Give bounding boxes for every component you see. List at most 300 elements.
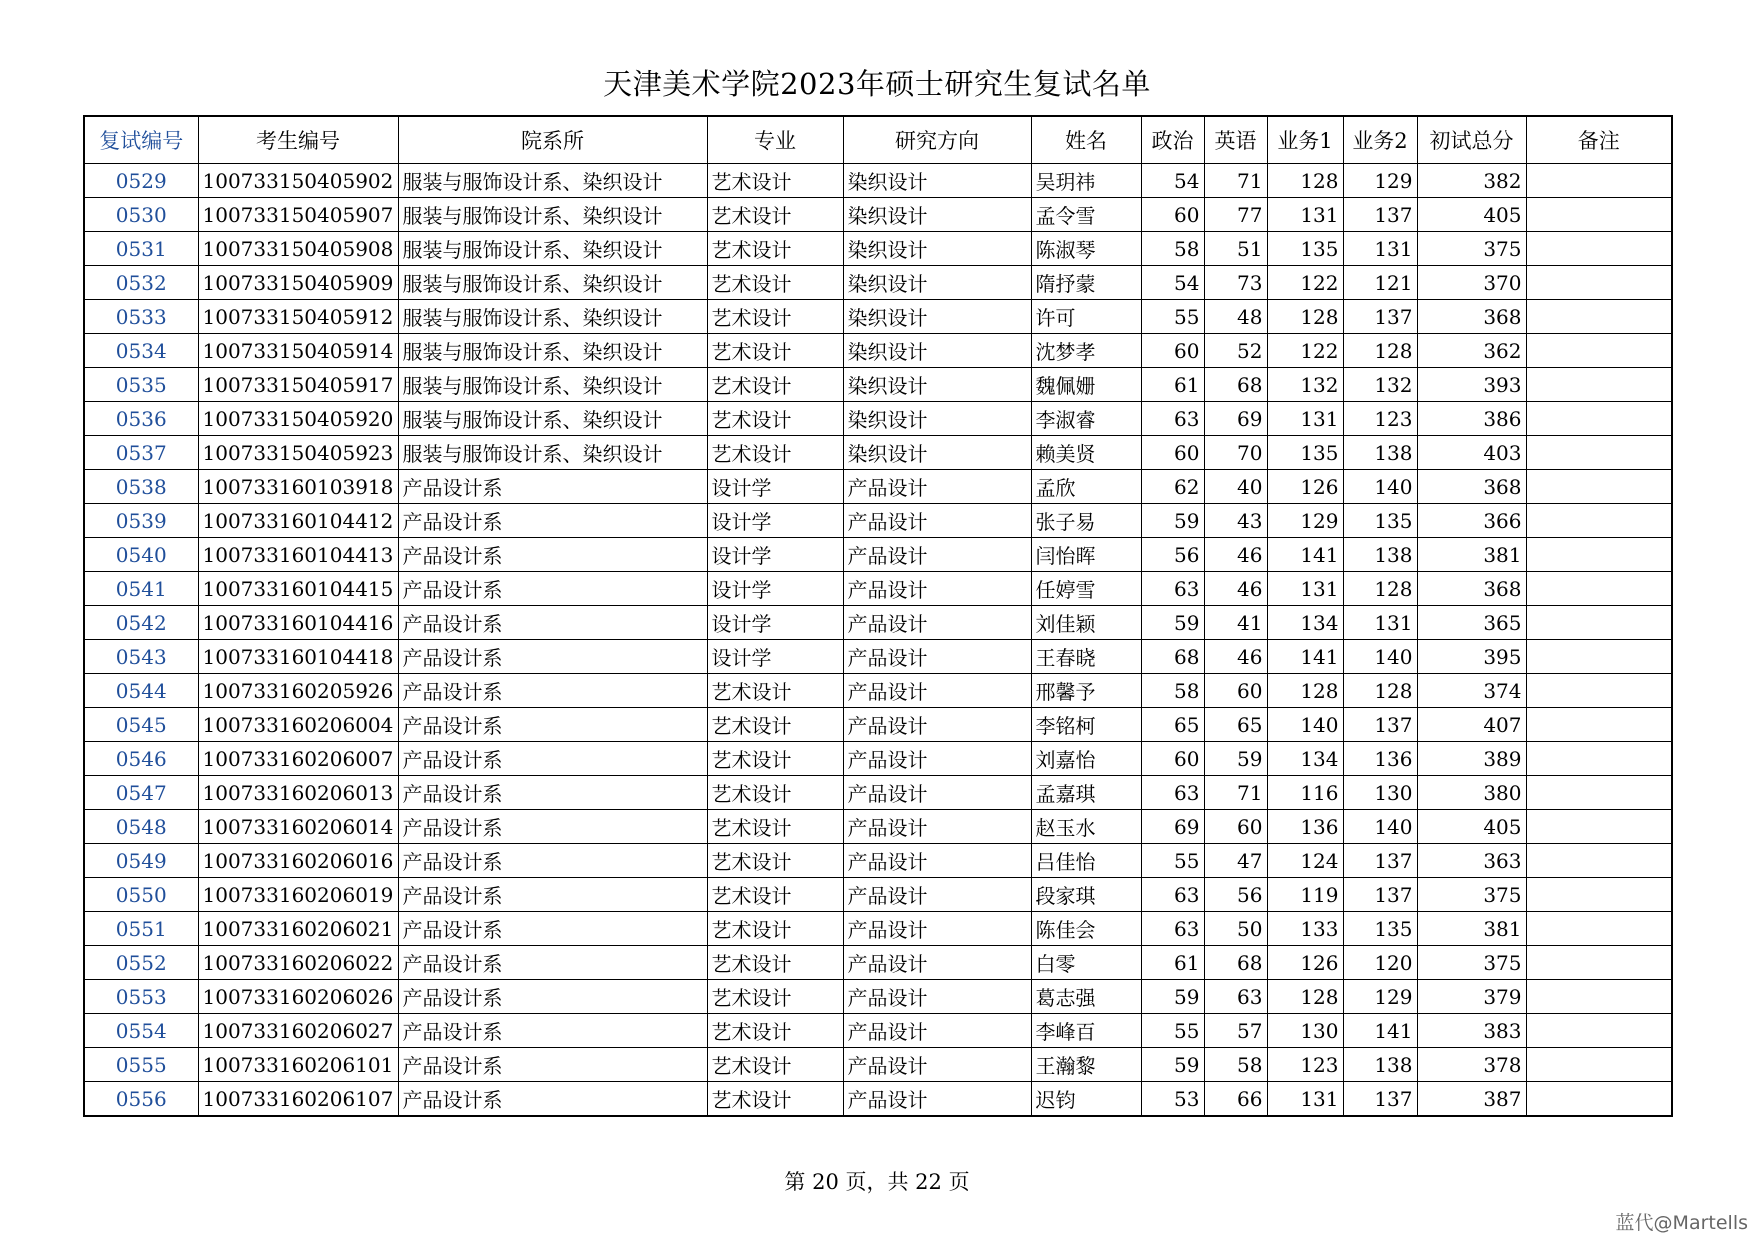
cell-major: 设计学 xyxy=(707,538,843,572)
cell-english: 60 xyxy=(1204,810,1267,844)
cell-retest-no: 0550 xyxy=(84,878,198,912)
table-row xyxy=(84,606,1672,640)
cell-politics: 55 xyxy=(1141,300,1204,334)
cell-politics: 61 xyxy=(1141,368,1204,402)
cell-retest-no: 0532 xyxy=(84,266,198,300)
header-name: 姓名 xyxy=(1031,116,1141,164)
cell-remarks xyxy=(1526,572,1672,606)
table-row xyxy=(84,164,1672,198)
cell-major: 艺术设计 xyxy=(707,742,843,776)
cell-english: 48 xyxy=(1204,300,1267,334)
cell-english: 56 xyxy=(1204,878,1267,912)
cell-english: 77 xyxy=(1204,198,1267,232)
table-row xyxy=(84,674,1672,708)
cell-direction: 产品设计 xyxy=(843,776,1031,810)
cell-direction: 产品设计 xyxy=(843,844,1031,878)
cell-remarks xyxy=(1526,368,1672,402)
header-direction: 研究方向 xyxy=(843,116,1031,164)
cell-exam-no: 100733160104416 xyxy=(198,606,398,640)
cell-major: 艺术设计 xyxy=(707,300,843,334)
cell-course1: 133 xyxy=(1267,912,1343,946)
cell-remarks xyxy=(1526,878,1672,912)
cell-name: 葛志强 xyxy=(1031,980,1141,1014)
cell-direction: 产品设计 xyxy=(843,1048,1031,1082)
cell-major: 艺术设计 xyxy=(707,1082,843,1117)
cell-name: 陈佳会 xyxy=(1031,912,1141,946)
table-row xyxy=(84,402,1672,436)
cell-name: 王春晓 xyxy=(1031,640,1141,674)
cell-english: 65 xyxy=(1204,708,1267,742)
cell-major: 艺术设计 xyxy=(707,708,843,742)
cell-exam-no: 100733150405920 xyxy=(198,402,398,436)
cell-english: 58 xyxy=(1204,1048,1267,1082)
cell-retest-no: 0554 xyxy=(84,1014,198,1048)
cell-name: 段家琪 xyxy=(1031,878,1141,912)
cell-english: 73 xyxy=(1204,266,1267,300)
cell-course2: 129 xyxy=(1343,164,1417,198)
cell-politics: 60 xyxy=(1141,436,1204,470)
cell-course1: 116 xyxy=(1267,776,1343,810)
cell-course2: 132 xyxy=(1343,368,1417,402)
header-major: 专业 xyxy=(707,116,843,164)
cell-course2: 140 xyxy=(1343,810,1417,844)
cell-english: 63 xyxy=(1204,980,1267,1014)
cell-remarks xyxy=(1526,606,1672,640)
table-row xyxy=(84,198,1672,232)
cell-major: 艺术设计 xyxy=(707,674,843,708)
cell-politics: 53 xyxy=(1141,1082,1204,1117)
cell-politics: 62 xyxy=(1141,470,1204,504)
cell-politics: 58 xyxy=(1141,232,1204,266)
cell-remarks xyxy=(1526,912,1672,946)
cell-name: 许可 xyxy=(1031,300,1141,334)
cell-course1: 126 xyxy=(1267,470,1343,504)
cell-retest-no: 0537 xyxy=(84,436,198,470)
cell-department: 产品设计系 xyxy=(398,844,707,878)
cell-name: 吕佳怡 xyxy=(1031,844,1141,878)
cell-retest-no: 0529 xyxy=(84,164,198,198)
cell-exam-no: 100733160206007 xyxy=(198,742,398,776)
cell-total: 365 xyxy=(1417,606,1526,640)
cell-exam-no: 100733160104415 xyxy=(198,572,398,606)
cell-politics: 63 xyxy=(1141,776,1204,810)
table-row xyxy=(84,708,1672,742)
cell-retest-no: 0545 xyxy=(84,708,198,742)
cell-retest-no: 0552 xyxy=(84,946,198,980)
cell-course2: 137 xyxy=(1343,1082,1417,1117)
cell-course1: 134 xyxy=(1267,742,1343,776)
cell-exam-no: 100733160104413 xyxy=(198,538,398,572)
cell-remarks xyxy=(1526,708,1672,742)
cell-direction: 产品设计 xyxy=(843,1082,1031,1117)
cell-politics: 63 xyxy=(1141,878,1204,912)
cell-politics: 60 xyxy=(1141,198,1204,232)
cell-department: 产品设计系 xyxy=(398,1048,707,1082)
header-total: 初试总分 xyxy=(1417,116,1526,164)
cell-retest-no: 0553 xyxy=(84,980,198,1014)
cell-politics: 60 xyxy=(1141,334,1204,368)
cell-department: 产品设计系 xyxy=(398,538,707,572)
cell-exam-no: 100733160206004 xyxy=(198,708,398,742)
header-english: 英语 xyxy=(1204,116,1267,164)
cell-name: 赖美贤 xyxy=(1031,436,1141,470)
watermark-text: 蓝代@Martells xyxy=(1615,1212,1748,1234)
cell-major: 设计学 xyxy=(707,470,843,504)
cell-direction: 产品设计 xyxy=(843,1014,1031,1048)
cell-exam-no: 100733150405917 xyxy=(198,368,398,402)
cell-total: 366 xyxy=(1417,504,1526,538)
cell-total: 379 xyxy=(1417,980,1526,1014)
cell-department: 产品设计系 xyxy=(398,470,707,504)
cell-english: 51 xyxy=(1204,232,1267,266)
cell-english: 68 xyxy=(1204,946,1267,980)
table-row xyxy=(84,266,1672,300)
cell-major: 艺术设计 xyxy=(707,878,843,912)
cell-course1: 132 xyxy=(1267,368,1343,402)
cell-politics: 55 xyxy=(1141,1014,1204,1048)
cell-exam-no: 100733160104418 xyxy=(198,640,398,674)
cell-retest-no: 0544 xyxy=(84,674,198,708)
cell-course2: 138 xyxy=(1343,538,1417,572)
cell-course1: 126 xyxy=(1267,946,1343,980)
cell-course1: 140 xyxy=(1267,708,1343,742)
cell-name: 李淑睿 xyxy=(1031,402,1141,436)
cell-course2: 137 xyxy=(1343,198,1417,232)
cell-course2: 135 xyxy=(1343,912,1417,946)
cell-total: 368 xyxy=(1417,572,1526,606)
cell-direction: 产品设计 xyxy=(843,470,1031,504)
cell-politics: 55 xyxy=(1141,844,1204,878)
cell-course1: 128 xyxy=(1267,300,1343,334)
cell-direction: 染织设计 xyxy=(843,300,1031,334)
cell-politics: 59 xyxy=(1141,606,1204,640)
page-number-label: 第 20 页，共 22 页 xyxy=(784,1170,970,1194)
cell-total: 381 xyxy=(1417,538,1526,572)
cell-course2: 120 xyxy=(1343,946,1417,980)
cell-exam-no: 100733150405902 xyxy=(198,164,398,198)
table-row xyxy=(84,232,1672,266)
cell-exam-no: 100733150405909 xyxy=(198,266,398,300)
cell-direction: 染织设计 xyxy=(843,266,1031,300)
cell-department: 服装与服饰设计系、染织设计 xyxy=(398,300,707,334)
cell-department: 服装与服饰设计系、染织设计 xyxy=(398,368,707,402)
cell-course2: 128 xyxy=(1343,334,1417,368)
table-row xyxy=(84,640,1672,674)
table-row xyxy=(84,504,1672,538)
header-remarks: 备注 xyxy=(1526,116,1672,164)
cell-major: 艺术设计 xyxy=(707,334,843,368)
cell-department: 产品设计系 xyxy=(398,776,707,810)
cell-major: 艺术设计 xyxy=(707,164,843,198)
cell-major: 艺术设计 xyxy=(707,844,843,878)
cell-department: 产品设计系 xyxy=(398,980,707,1014)
cell-course2: 138 xyxy=(1343,436,1417,470)
cell-politics: 63 xyxy=(1141,402,1204,436)
cell-department: 服装与服饰设计系、染织设计 xyxy=(398,164,707,198)
cell-remarks xyxy=(1526,776,1672,810)
cell-remarks xyxy=(1526,1082,1672,1117)
cell-course1: 136 xyxy=(1267,810,1343,844)
cell-direction: 产品设计 xyxy=(843,946,1031,980)
cell-remarks xyxy=(1526,266,1672,300)
cell-exam-no: 100733160104412 xyxy=(198,504,398,538)
cell-course1: 122 xyxy=(1267,266,1343,300)
cell-major: 艺术设计 xyxy=(707,912,843,946)
cell-course2: 141 xyxy=(1343,1014,1417,1048)
page-footer xyxy=(0,1168,1754,1196)
cell-major: 艺术设计 xyxy=(707,402,843,436)
cell-name: 迟钧 xyxy=(1031,1082,1141,1117)
cell-department: 服装与服饰设计系、染织设计 xyxy=(398,198,707,232)
table-row xyxy=(84,878,1672,912)
cell-total: 382 xyxy=(1417,164,1526,198)
cell-name: 孟嘉琪 xyxy=(1031,776,1141,810)
cell-exam-no: 100733150405912 xyxy=(198,300,398,334)
cell-retest-no: 0530 xyxy=(84,198,198,232)
cell-english: 57 xyxy=(1204,1014,1267,1048)
cell-major: 艺术设计 xyxy=(707,776,843,810)
cell-course1: 135 xyxy=(1267,232,1343,266)
cell-department: 服装与服饰设计系、染织设计 xyxy=(398,402,707,436)
cell-major: 艺术设计 xyxy=(707,810,843,844)
cell-politics: 65 xyxy=(1141,708,1204,742)
cell-course2: 136 xyxy=(1343,742,1417,776)
header-course1: 业务1 xyxy=(1267,116,1343,164)
cell-retest-no: 0536 xyxy=(84,402,198,436)
table-row xyxy=(84,980,1672,1014)
table-row xyxy=(84,368,1672,402)
cell-department: 服装与服饰设计系、染织设计 xyxy=(398,334,707,368)
header-retest-no: 复试编号 xyxy=(84,116,198,164)
cell-remarks xyxy=(1526,436,1672,470)
cell-retest-no: 0540 xyxy=(84,538,198,572)
cell-direction: 染织设计 xyxy=(843,436,1031,470)
cell-course2: 140 xyxy=(1343,470,1417,504)
cell-name: 吴玥祎 xyxy=(1031,164,1141,198)
cell-course1: 128 xyxy=(1267,980,1343,1014)
cell-major: 艺术设计 xyxy=(707,980,843,1014)
cell-retest-no: 0549 xyxy=(84,844,198,878)
cell-major: 艺术设计 xyxy=(707,946,843,980)
cell-name: 魏佩姗 xyxy=(1031,368,1141,402)
cell-total: 370 xyxy=(1417,266,1526,300)
cell-course1: 134 xyxy=(1267,606,1343,640)
table-row xyxy=(84,470,1672,504)
cell-total: 375 xyxy=(1417,946,1526,980)
cell-remarks xyxy=(1526,674,1672,708)
cell-politics: 54 xyxy=(1141,164,1204,198)
cell-direction: 产品设计 xyxy=(843,674,1031,708)
cell-course2: 137 xyxy=(1343,708,1417,742)
cell-retest-no: 0533 xyxy=(84,300,198,334)
cell-course1: 131 xyxy=(1267,1082,1343,1117)
cell-retest-no: 0534 xyxy=(84,334,198,368)
cell-major: 艺术设计 xyxy=(707,1048,843,1082)
cell-major: 艺术设计 xyxy=(707,232,843,266)
cell-department: 产品设计系 xyxy=(398,878,707,912)
cell-retest-no: 0541 xyxy=(84,572,198,606)
cell-english: 40 xyxy=(1204,470,1267,504)
header-department: 院系所 xyxy=(398,116,707,164)
cell-total: 393 xyxy=(1417,368,1526,402)
cell-course1: 128 xyxy=(1267,674,1343,708)
cell-direction: 产品设计 xyxy=(843,606,1031,640)
table-row xyxy=(84,334,1672,368)
cell-name: 李峰百 xyxy=(1031,1014,1141,1048)
cell-direction: 染织设计 xyxy=(843,402,1031,436)
cell-department: 产品设计系 xyxy=(398,572,707,606)
table-row xyxy=(84,912,1672,946)
cell-course2: 131 xyxy=(1343,232,1417,266)
cell-direction: 染织设计 xyxy=(843,198,1031,232)
cell-total: 383 xyxy=(1417,1014,1526,1048)
cell-retest-no: 0531 xyxy=(84,232,198,266)
cell-total: 375 xyxy=(1417,878,1526,912)
cell-department: 产品设计系 xyxy=(398,674,707,708)
cell-name: 隋抒蒙 xyxy=(1031,266,1141,300)
cell-remarks xyxy=(1526,164,1672,198)
table-row xyxy=(84,300,1672,334)
cell-retest-no: 0539 xyxy=(84,504,198,538)
cell-department: 服装与服饰设计系、染织设计 xyxy=(398,266,707,300)
cell-direction: 产品设计 xyxy=(843,810,1031,844)
cell-department: 产品设计系 xyxy=(398,1014,707,1048)
cell-course2: 123 xyxy=(1343,402,1417,436)
cell-direction: 产品设计 xyxy=(843,912,1031,946)
cell-direction: 产品设计 xyxy=(843,538,1031,572)
cell-english: 68 xyxy=(1204,368,1267,402)
cell-english: 50 xyxy=(1204,912,1267,946)
cell-remarks xyxy=(1526,1048,1672,1082)
cell-total: 380 xyxy=(1417,776,1526,810)
cell-major: 设计学 xyxy=(707,572,843,606)
cell-exam-no: 100733160206019 xyxy=(198,878,398,912)
cell-english: 52 xyxy=(1204,334,1267,368)
header-politics: 政治 xyxy=(1141,116,1204,164)
table-body xyxy=(84,164,1672,1117)
cell-name: 孟欣 xyxy=(1031,470,1141,504)
cell-course1: 131 xyxy=(1267,198,1343,232)
cell-name: 白零 xyxy=(1031,946,1141,980)
cell-direction: 产品设计 xyxy=(843,980,1031,1014)
cell-exam-no: 100733160206107 xyxy=(198,1082,398,1117)
cell-major: 艺术设计 xyxy=(707,368,843,402)
cell-direction: 产品设计 xyxy=(843,878,1031,912)
cell-remarks xyxy=(1526,334,1672,368)
cell-course1: 141 xyxy=(1267,538,1343,572)
cell-course1: 141 xyxy=(1267,640,1343,674)
cell-name: 李铭柯 xyxy=(1031,708,1141,742)
cell-total: 386 xyxy=(1417,402,1526,436)
cell-english: 66 xyxy=(1204,1082,1267,1117)
cell-remarks xyxy=(1526,504,1672,538)
cell-course2: 135 xyxy=(1343,504,1417,538)
cell-politics: 59 xyxy=(1141,504,1204,538)
cell-course2: 130 xyxy=(1343,776,1417,810)
cell-course2: 128 xyxy=(1343,674,1417,708)
table-row xyxy=(84,810,1672,844)
cell-course1: 135 xyxy=(1267,436,1343,470)
cell-politics: 69 xyxy=(1141,810,1204,844)
cell-retest-no: 0555 xyxy=(84,1048,198,1082)
table-row xyxy=(84,844,1672,878)
cell-total: 403 xyxy=(1417,436,1526,470)
cell-english: 60 xyxy=(1204,674,1267,708)
header-exam-no: 考生编号 xyxy=(198,116,398,164)
cell-major: 艺术设计 xyxy=(707,436,843,470)
cell-remarks xyxy=(1526,470,1672,504)
cell-politics: 54 xyxy=(1141,266,1204,300)
cell-retest-no: 0551 xyxy=(84,912,198,946)
cell-retest-no: 0542 xyxy=(84,606,198,640)
cell-course2: 137 xyxy=(1343,300,1417,334)
cell-remarks xyxy=(1526,742,1672,776)
cell-major: 艺术设计 xyxy=(707,266,843,300)
cell-course1: 128 xyxy=(1267,164,1343,198)
cell-direction: 染织设计 xyxy=(843,232,1031,266)
cell-department: 产品设计系 xyxy=(398,742,707,776)
cell-major: 艺术设计 xyxy=(707,198,843,232)
cell-remarks xyxy=(1526,198,1672,232)
table-row xyxy=(84,436,1672,470)
cell-exam-no: 100733160205926 xyxy=(198,674,398,708)
cell-english: 46 xyxy=(1204,572,1267,606)
cell-politics: 63 xyxy=(1141,912,1204,946)
cell-department: 产品设计系 xyxy=(398,912,707,946)
cell-course1: 119 xyxy=(1267,878,1343,912)
cell-english: 46 xyxy=(1204,640,1267,674)
cell-remarks xyxy=(1526,980,1672,1014)
cell-name: 王瀚黎 xyxy=(1031,1048,1141,1082)
cell-course1: 130 xyxy=(1267,1014,1343,1048)
cell-remarks xyxy=(1526,538,1672,572)
cell-total: 407 xyxy=(1417,708,1526,742)
cell-name: 刘嘉怡 xyxy=(1031,742,1141,776)
cell-department: 产品设计系 xyxy=(398,606,707,640)
cell-name: 赵玉水 xyxy=(1031,810,1141,844)
cell-direction: 染织设计 xyxy=(843,368,1031,402)
cell-total: 405 xyxy=(1417,810,1526,844)
table-row xyxy=(84,776,1672,810)
cell-politics: 68 xyxy=(1141,640,1204,674)
cell-exam-no: 100733150405907 xyxy=(198,198,398,232)
cell-english: 43 xyxy=(1204,504,1267,538)
cell-exam-no: 100733160206022 xyxy=(198,946,398,980)
cell-exam-no: 100733150405923 xyxy=(198,436,398,470)
cell-department: 服装与服饰设计系、染织设计 xyxy=(398,232,707,266)
cell-total: 375 xyxy=(1417,232,1526,266)
cell-exam-no: 100733160206027 xyxy=(198,1014,398,1048)
cell-retest-no: 0543 xyxy=(84,640,198,674)
cell-course1: 131 xyxy=(1267,572,1343,606)
cell-course2: 137 xyxy=(1343,878,1417,912)
table-header-row xyxy=(84,116,1672,164)
cell-exam-no: 100733160206101 xyxy=(198,1048,398,1082)
cell-total: 395 xyxy=(1417,640,1526,674)
cell-major: 设计学 xyxy=(707,640,843,674)
cell-course2: 131 xyxy=(1343,606,1417,640)
cell-total: 378 xyxy=(1417,1048,1526,1082)
cell-politics: 56 xyxy=(1141,538,1204,572)
cell-politics: 61 xyxy=(1141,946,1204,980)
cell-major: 设计学 xyxy=(707,504,843,538)
cell-total: 387 xyxy=(1417,1082,1526,1117)
table-row xyxy=(84,538,1672,572)
cell-total: 362 xyxy=(1417,334,1526,368)
cell-english: 41 xyxy=(1204,606,1267,640)
cell-major: 艺术设计 xyxy=(707,1014,843,1048)
cell-direction: 染织设计 xyxy=(843,334,1031,368)
